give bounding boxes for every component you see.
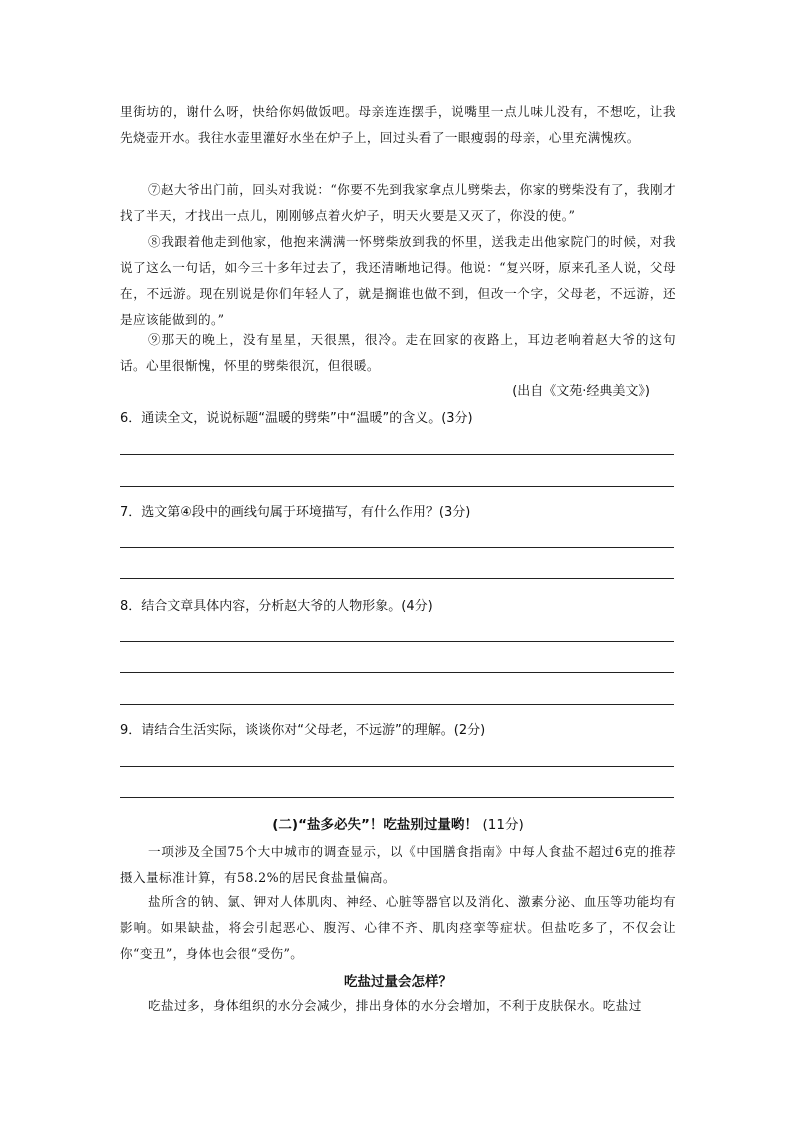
answer-line[interactable] [120, 641, 674, 642]
question-6: 6．通读全文，说说标题“温暖的劈柴”中“温暖”的含义。(3分) [120, 411, 473, 426]
passage-paragraph-7: ⑦赵大爷出门前，回头对我说：“你要不先到我家拿点儿劈柴去，你家的劈柴没有了，我刚才找了半天，才找出一点儿，刚刚够点着火炉子，明天火要是又灭了，你没的使。” [120, 182, 676, 223]
section-2-points: (11分) [482, 817, 524, 833]
article-paragraph-2: 盐所含的钠、氯、钾对人体肌肉、神经、心脏等器官以及消化、激素分泌、血压等功能均有影响。如果缺盐，将会引起恶心、腹泻、心律不齐、肌肉痉挛等症状。但盐吃多了，不仅会让你“变丑”，身体也会很“受伤”。 [120, 894, 676, 961]
answer-line[interactable] [120, 486, 674, 487]
question-8: 8．结合文章具体内容，分析赵大爷的人物形象。(4分) [120, 599, 433, 614]
passage-paragraph-continued: 里街坊的，谢什么呀，快给你妈做饭吧。母亲连连摆手，说嘴里一点儿味儿没有，不想吃，让我先烧壶开水。我往水壶里灌好水坐在炉子上，回过头看了一眼瘦弱的母亲，心里充满愧疚。 [120, 104, 676, 145]
passage-paragraph-9: ⑨那天的晚上，没有星星，天很黑，很冷。走在回家的夜路上，耳边老响着赵大爷的这句话。心里很惭愧，怀里的劈柴很沉，但很暖。 [120, 332, 676, 373]
answer-line[interactable] [120, 547, 674, 548]
answer-line[interactable] [120, 766, 674, 767]
answer-line[interactable] [120, 797, 674, 798]
article-paragraph-3: 吃盐过多，身体组织的水分会减少，排出身体的水分会增加，不利于皮肤保水。吃盐过 [148, 998, 642, 1013]
answer-line[interactable] [120, 704, 674, 705]
question-9: 9．请结合生活实际，谈谈你对“父母老，不远游”的理解。(2分) [120, 723, 486, 738]
section-2-title: (二)“盐多必失”！吃盐别过量哟！ [272, 817, 478, 833]
answer-line[interactable] [120, 672, 674, 673]
answer-line[interactable] [120, 454, 674, 455]
question-7: 7．选文第④段中的画线句属于环境描写，有什么作用？(3分) [120, 505, 471, 520]
answer-line[interactable] [120, 578, 674, 579]
section-2-heading [120, 813, 676, 833]
article-paragraph-1: 一项涉及全国75个大中城市的调查显示，以《中国膳食指南》中每人食盐不超过6克的推荐摄入量标准计算，有58.2%的居民食盐量偏高。 [120, 844, 676, 885]
passage-paragraph-8: ⑧我跟着他走到他家，他抱来满满一怀劈柴放到我的怀里，送我走出他家院门的时候，对我说了这么一句话，如今三十多年过去了，我还清晰地记得。他说：“复兴呀，原来孔圣人说，父母在，不远游。现在别说是你们年轻人了，就是搁谁也做不到，但改一个字，父母老，不远游，还是应该能做到的。” [120, 234, 676, 327]
passage-source: (出自《文苑·经典美文》) [512, 384, 650, 399]
article-subtitle: 吃盐过量会怎样？ [344, 974, 452, 990]
